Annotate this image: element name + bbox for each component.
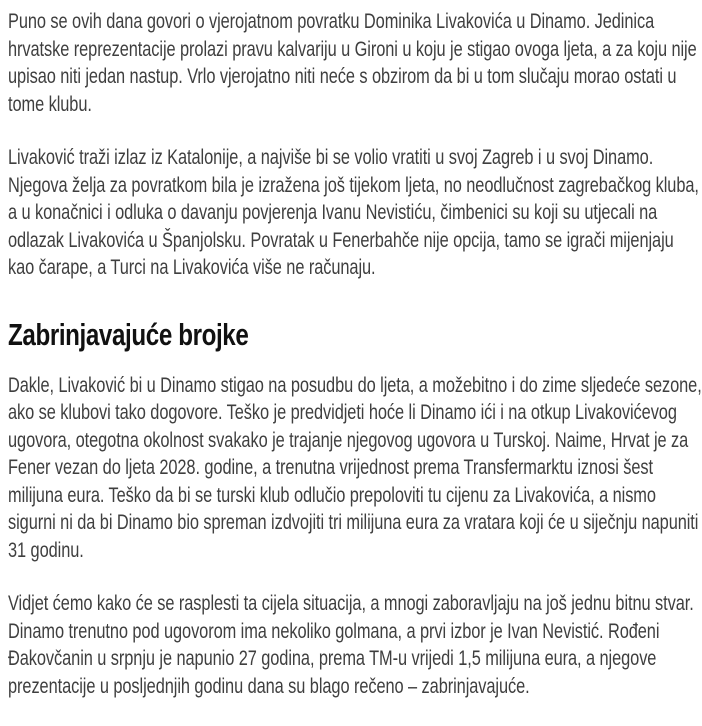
article-paragraph-1: Puno se ovih dana govori o vjerojatnom povratku Dominika Livakovića u Dinamo. Jedinica hrvatske reprezentacije prolazi pravu kalvariju u Gironi u koju je stigao ovoga ljeta, a za koju nije upisao niti jedan nastup. Vrlo vjerojatno niti neće s obzirom da bi u tom slučaju morao ostati u tome klubu. bbox=[8, 10, 697, 116]
article-paragraph-2: Livaković traži izlaz iz Katalonije, a najviše bi se volio vratiti u svoj Zagreb i u svoj Dinamo. Njegova želja za povratkom bila je izražena još tijekom ljeta, no neodlučnost zagrebačkog kluba, a u konačnici i odluka o davanju povjerenja Ivanu Nevistiću, čimbenici su koji su utjecali na odlazak Livakovića u Španjolsku. Povratak u Fenerbahče nije opcija, tamo se igrači mijenjaju kao čarape, a Turci na Livakovića više ne računaju. bbox=[8, 146, 699, 279]
article-paragraph-3: Dakle, Livaković bi u Dinamo stigao na posudbu do ljeta, a možebitno i do zime sljedeće sezone, ako se klubovi tako dogovore. Teško je predvidjeti hoće li Dinamo ići i na otkup Livakovićevog ugovora, otegotna okolnost svakako je trajanje njegovog ugovora u Turskoj. Naime, Hrvat je za Fener vezan do ljeta 2028. godine, a trenutna vrijednost prema Transfermarktu iznosi šest milijuna eura. Teško da bi se turski klub odlučio prepoloviti tu cijenu za Livakovića, a nismo sigurni ni da bi Dinamo bio spreman izdvojiti tri milijuna eura za vratara koji će u siječnju napuniti 31 godinu. bbox=[8, 373, 702, 562]
section-heading: Zabrinjavajuće brojke bbox=[8, 316, 249, 352]
article-body bbox=[8, 8, 702, 726]
article-paragraph-4: Vidjet ćemo kako će se rasplesti ta cijela situacija, a mnogi zaboravljaju na još jednu bitnu stvar. Dinamo trenutno pod ugovorom ima nekoliko golmana, a prvi izbor je Ivan Nevistić. Rođeni Đakovčanin u srpnju je napunio 27 godina, prema TM-u vrijedi 1,5 milijuna eura, a njegove prezentacije u posljednjih godinu dana su blago rečeno – zabrinjavajuće. bbox=[8, 592, 694, 698]
